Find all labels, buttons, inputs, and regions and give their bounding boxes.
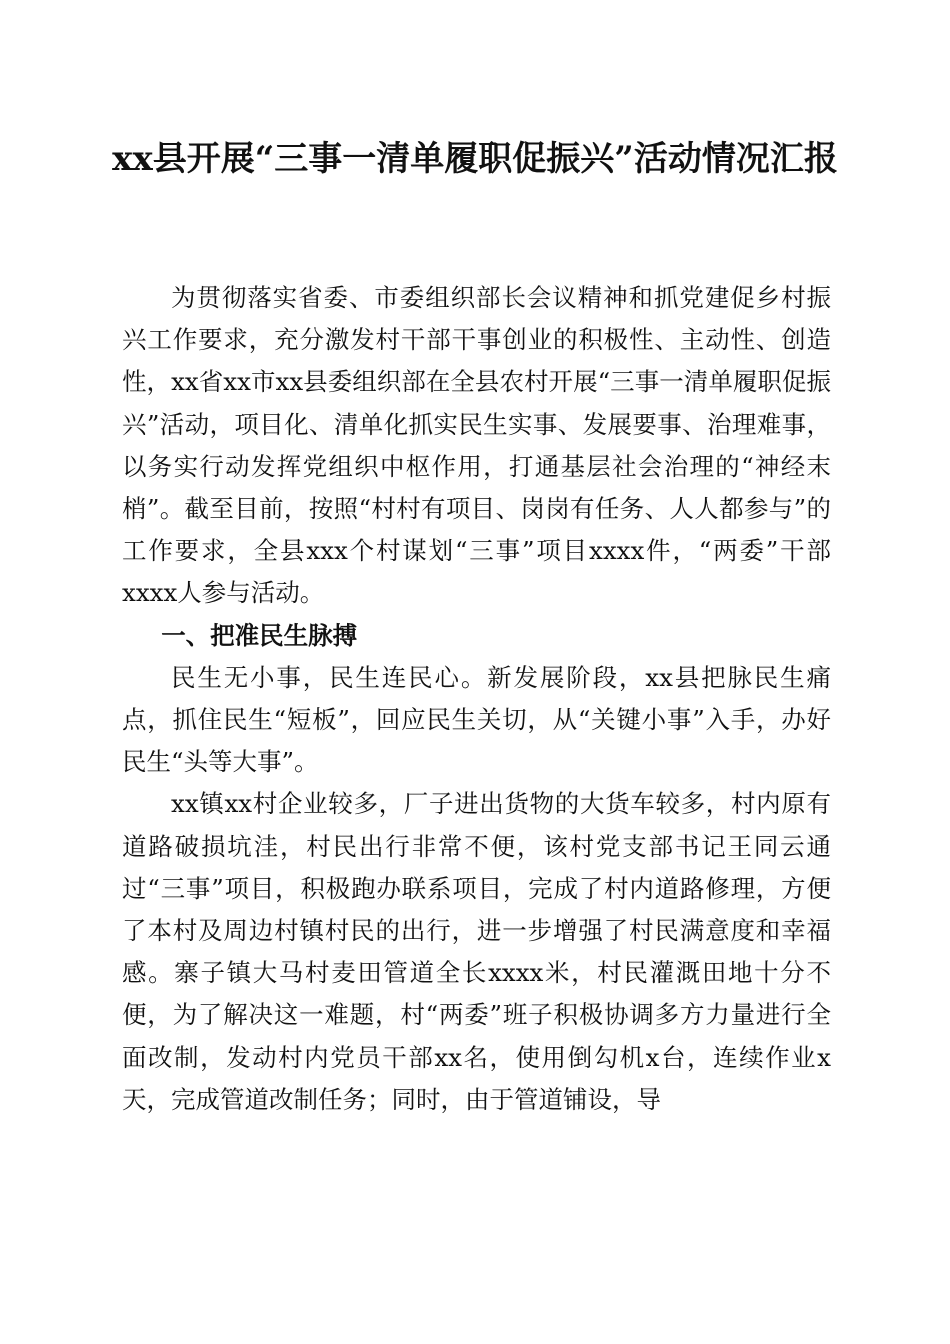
section-heading: 一、把准民生脉搏 xyxy=(161,620,358,650)
intro-paragraph: 为贯彻落实省委、市委组织部长会议精神和抓党建促乡村振兴工作要求，充分激发村干部干事创业的积极性、主动性、创造性，xx省xx市xx县委组织部在全县农村开展“三事一清单履职促振兴”活动，项目化、清单化抓实民生实事、发展要事、治理难事，以务实行动发挥党组织中枢作用，打通基层社会治理的“神经末梢”。截至目前，按照“村村有项目、岗岗有任务、人人都参与”的工作要求，全县xxx个村谋划“三事”项目xxxx件，“两委”干部xxxx人参与活动。 xyxy=(122,283,831,608)
document-title: xx县开展“三事一清单履职促振兴”活动情况汇报 xyxy=(112,139,838,179)
body-paragraph: xx镇xx村企业较多，厂子进出货物的大货车较多，村内原有道路破损坑洼，村民出行非常不便，该村党支部书记王同云通过“三事”项目，积极跑办联系项目，完成了村内道路修理，方便了本村及周边村镇村民的出行，进一步增强了村民满意度和幸福感。寨子镇大马村麦田管道全长xxxx米，村民灌溉田地十分不便，为了解决这一难题，村“两委”班子积极协调多方力量进行全面改制，发动村内党员干部xx名，使用倒勾机x台，连续作业x天，完成管道改制任务；同时，由于管道铺设，导 xyxy=(122,789,831,1114)
document-body xyxy=(122,277,831,1121)
body-paragraph: 民生无小事，民生连民心。新发展阶段，xx县把脉民生痛点，抓住民生“短板”，回应民生关切，从“关键小事”入手，办好民生“头等大事”。 xyxy=(122,662,831,777)
